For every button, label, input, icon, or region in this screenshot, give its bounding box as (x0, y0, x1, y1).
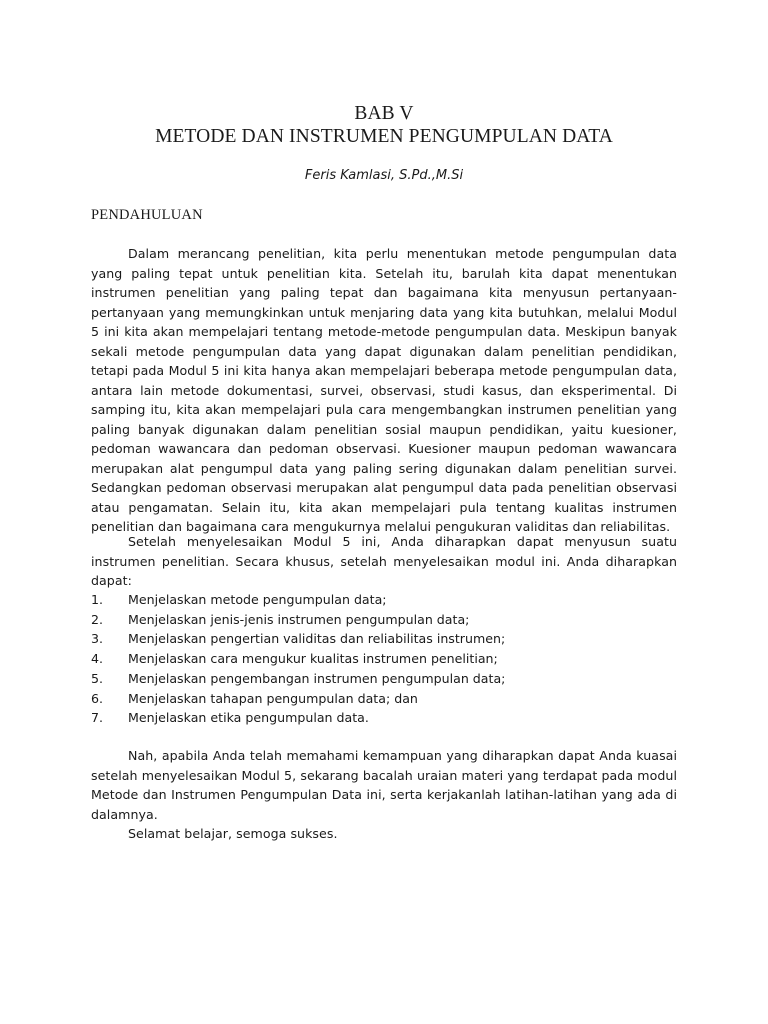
list-item-text: Menjelaskan metode pengumpulan data; (128, 592, 387, 607)
chapter-title: METODE DAN INSTRUMEN PENGUMPULAN DATA (155, 126, 613, 147)
objectives-intro-paragraph: Setelah menyelesaikan Modul 5 ini, Anda diharapkan dapat menyusun suatu instrumen penelitian. Secara khusus, setelah menyelesaikan modul ini. Anda diharapkan dapat: (91, 534, 677, 588)
list-item-text: Menjelaskan cara mengukur kualitas instrumen penelitian; (128, 651, 498, 667)
closing-paragraph: Nah, apabila Anda telah memahami kemampuan yang diharapkan dapat Anda kuasai setelah menyelesaikan Modul 5, sekarang bacalah uraian materi yang terdapat pada modul Metode dan Instrumen Pengumpulan Data ini, serta kerjakanlah latihan-latihan yang ada di dalamnya. (91, 748, 677, 822)
section-heading: PENDAHULUAN (91, 207, 203, 223)
intro-paragraph-block (91, 244, 677, 537)
list-item-number: 4. (91, 651, 104, 667)
list-item (91, 669, 677, 689)
list-item-text: Menjelaskan pengertian validitas dan reliabilitas instrumen; (128, 631, 506, 647)
list-item (91, 590, 677, 610)
greeting-paragraph-block (91, 824, 677, 844)
intro-paragraph: Dalam merancang penelitian, kita perlu menentukan metode pengumpulan data yang paling tepat untuk penelitian kita. Setelah itu, barulah kita dapat menentukan instrumen penelitian yang paling tepat dan bagaimana kita menyusun pertanyaan-pertanyaan yang memungkinkan untuk menjaring data yang kita butuhkan, melalui Modul 5 ini kita akan mempelajari tentang metode-metode pengumpulan data. Meskipun banyak sekali metode pengumpulan data yang dapat digunakan dalam penelitian pendidikan, tetapi pada Modul 5 ini kita hanya akan mempelajari beberapa metode pengumpulan data, antara lain metode dokumentasi, survei, observasi, studi kasus, dan eksperimental. Di samping itu, kita akan mempelajari pula cara mengembangkan instrumen penelitian yang paling banyak digunakan dalam penelitian sosial maupun pendidikan, yaitu kuesioner, pedoman wawancara dan pedoman observasi. Kuesioner maupun pedoman wawancara merupakan alat pengumpul data yang paling sering digunakan dalam penelitian survei. Sedangkan pedoman observasi merupakan alat pengumpul data pada penelitian observasi atau pengamatan. Selain itu, kita akan mempelajari pula tentang kualitas instrumen penelitian dan bagaimana cara mengukurnya melalui pengukuran validitas dan reliabilitas. (91, 246, 677, 534)
list-item-number: 7. (91, 710, 104, 726)
chapter-label: BAB V (354, 103, 414, 124)
objectives-intro-block (91, 532, 677, 591)
list-item-text: Menjelaskan jenis-jenis instrumen pengumpulan data; (128, 611, 470, 627)
list-item-text: Menjelaskan etika pengumpulan data. (128, 710, 369, 726)
list-item (91, 610, 677, 630)
list-item-number: 3. (91, 631, 104, 647)
list-item (91, 629, 677, 649)
list-item (91, 708, 677, 728)
list-item (91, 689, 677, 709)
list-item-text: Menjelaskan pengembangan instrumen pengumpulan data; (128, 670, 506, 686)
closing-paragraph-block (91, 746, 677, 824)
greeting-paragraph: Selamat belajar, semoga sukses. (128, 826, 338, 841)
list-item-text: Menjelaskan tahapan pengumpulan data; dan (128, 690, 418, 706)
document-page (91, 0, 677, 1024)
list-item-number: 2. (91, 611, 104, 627)
list-item (91, 649, 677, 669)
list-item-number: 6. (91, 690, 104, 706)
list-item-number: 1. (91, 592, 104, 607)
list-item-number: 5. (91, 670, 104, 686)
objectives-list (91, 590, 677, 728)
author-name: Feris Kamlasi, S.Pd.,M.Si (304, 168, 464, 183)
